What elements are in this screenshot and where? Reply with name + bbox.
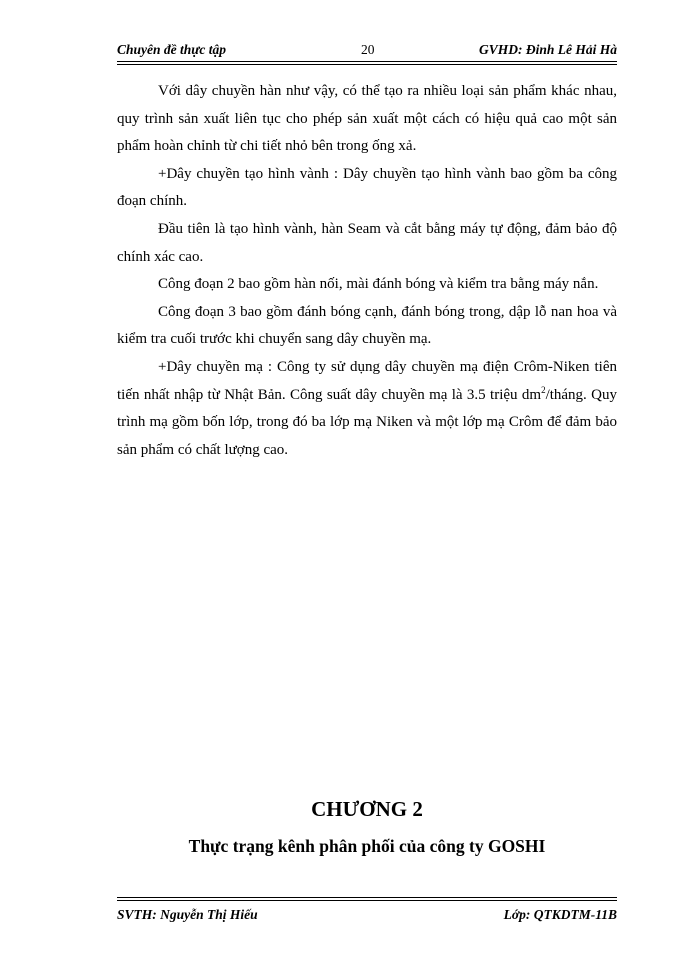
page-footer [117,904,617,924]
superscript-squared: 2 [541,384,546,395]
body-text [117,78,617,464]
chapter-title: CHƯƠNG 2 [311,797,423,821]
plating-text-part2: /tháng. Quy trình mạ gồm bốn lớp, trong đó ba lớp mạ Niken và một lớp mạ Crôm để đảm bảo sản phẩm có chất lượng cao. [117,386,617,458]
paragraph-rim-line: +Dây chuyền tạo hình vành : Dây chuyền tạo hình vành bao gồm ba công đoạn chính. [117,165,617,210]
paragraph-welding-line: Với dây chuyền hàn như vậy, có thể tạo ra nhiều loại sản phẩm khác nhau, quy trình sản xuất liên tục cho phép sản xuất một cách có hiệu quả cao một sản phẩm hoàn chỉnh từ chi tiết nhỏ bên trong ống xả. [117,83,617,155]
paragraph-rim-step1: Đầu tiên là tạo hình vành, hàn Seam và cắt bằng máy tự động, đảm bảo độ chính xác cao. [117,220,617,265]
header-rule-double [117,64,617,65]
footer-rule-double [117,900,617,901]
header-supervisor: GVHD: Đinh Lê Hải Hà [478,42,617,57]
page-number: 20 [361,42,375,57]
plating-text-part1: +Dây chuyền mạ : Công ty sử dụng dây chuyền mạ điện Crôm-Niken tiên tiến nhất nhập từ Nhật Bản. Công suất dây chuyền mạ là 3.5 triệu dm [117,358,617,403]
header-document-type: Chuyên đề thực tập [117,42,226,57]
paragraph-rim-step3: Công đoạn 3 bao gồm đánh bóng cạnh, đánh bóng trong, dập lỗ nan hoa và kiểm tra cuối trước khi chuyển sang dây chuyền mạ. [117,303,617,348]
paragraph-rim-step2: Công đoạn 2 bao gồm hàn nối, mài đánh bóng và kiểm tra bằng máy nắn. [158,276,599,293]
footer-student: SVTH: Nguyễn Thị Hiếu [117,907,258,922]
footer-class: Lớp: QTKDTM-11B [503,907,617,922]
page-header [117,38,617,60]
header-rule [117,61,617,62]
paragraph-plating-line [117,354,617,464]
chapter-subtitle: Thực trạng kênh phân phối của công ty GOSHI [188,836,546,856]
footer-rule [117,897,617,898]
